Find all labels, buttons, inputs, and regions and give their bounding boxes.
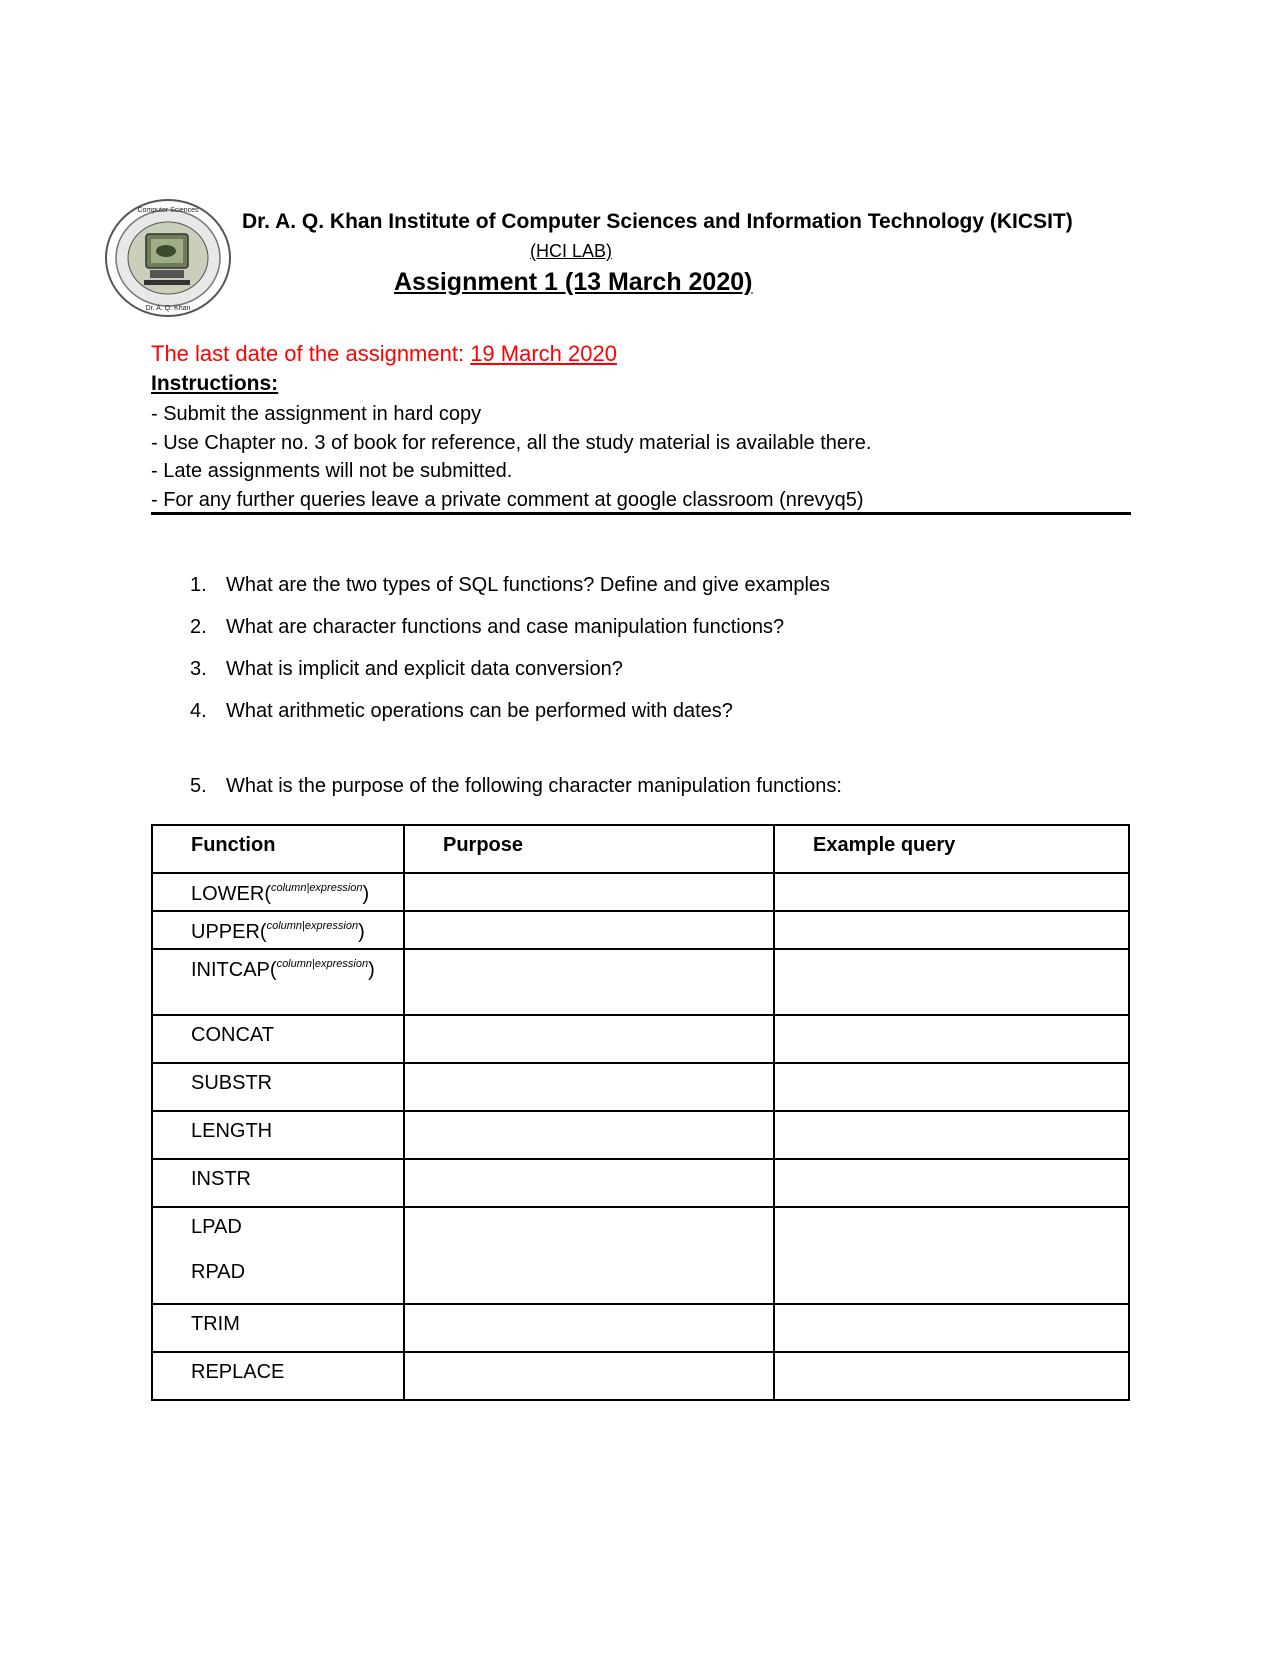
deadline-date: 19 March 2020 (470, 341, 617, 366)
function-cell: SUBSTR (152, 1063, 404, 1111)
instruction-item: - Use Chapter no. 3 of book for reference, all the study material is available there. (151, 431, 872, 454)
example-cell (774, 1159, 1129, 1207)
function-cell: TRIM (152, 1304, 404, 1352)
purpose-cell (404, 949, 774, 1015)
example-cell (774, 873, 1129, 911)
deadline-label: The last date of the assignment: (151, 341, 471, 366)
purpose-cell (404, 1063, 774, 1111)
function-cell: UPPER($^{column|expression}$) (152, 911, 404, 949)
instruction-item: - Late assignments will not be submitted. (151, 460, 513, 482)
table-row (152, 1352, 1129, 1400)
svg-text:Computer Sciences: Computer Sciences (137, 207, 199, 214)
question-text: What is the purpose of the following character manipulation functions: (226, 775, 842, 797)
table-row (152, 1304, 1129, 1352)
question-text: What are the two types of SQL functions? Define and give examples (226, 574, 831, 596)
instruction-item: - Submit the assignment in hard copy (151, 403, 482, 425)
question-item (190, 658, 623, 681)
instructions-heading: Instructions: (151, 372, 279, 395)
table-row (152, 1063, 1129, 1111)
question-number: 2. (190, 616, 207, 638)
purpose-cell (404, 1304, 774, 1352)
question-text: What is implicit and explicit data conversion? (226, 658, 623, 680)
example-cell (774, 1207, 1129, 1304)
purpose-cell (404, 1111, 774, 1159)
function-cell: INSTR (152, 1159, 404, 1207)
table-row (152, 1015, 1129, 1063)
instruction-item: - For any further queries leave a private comment at google classroom (nrevyq5) (151, 488, 864, 511)
header-purpose: Purpose (404, 825, 774, 873)
purpose-cell (404, 1352, 774, 1400)
example-cell (774, 1063, 1129, 1111)
lab-subtitle: (HCI LAB) (530, 241, 613, 261)
table-row (152, 1159, 1129, 1207)
function-cell: INITCAP($^{column|expression}$) (152, 949, 404, 1015)
deadline-line (151, 341, 617, 367)
table-row (152, 911, 1129, 949)
question-item (190, 574, 830, 597)
question-number: 1. (190, 574, 207, 596)
instructions-list (151, 400, 871, 514)
purpose-cell (404, 873, 774, 911)
question-number: 4. (190, 700, 207, 722)
function-cell: LOWER($^{column|expression}$) (152, 873, 404, 911)
function-cell: LENGTH (152, 1111, 404, 1159)
question-item (190, 700, 733, 723)
function-cell: CONCAT (152, 1015, 404, 1063)
example-cell (774, 1352, 1129, 1400)
institute-title: Dr. A. Q. Khan Institute of Computer Sciences and Information Technology (KICSIT) (242, 210, 1073, 233)
functions-table (151, 824, 1130, 1401)
table-header-row (152, 825, 1129, 873)
header-example-query: Example query (774, 825, 1129, 873)
purpose-cell (404, 1207, 774, 1304)
question-item (190, 616, 784, 639)
header-function: Function (152, 825, 404, 873)
table-row (152, 1111, 1129, 1159)
example-cell (774, 1304, 1129, 1352)
table-row (152, 873, 1129, 911)
example-cell (774, 1015, 1129, 1063)
purpose-cell (404, 911, 774, 949)
example-cell (774, 911, 1129, 949)
purpose-cell (404, 1159, 774, 1207)
question-text: What arithmetic operations can be performed with dates? (226, 700, 733, 722)
function-cell: LPAD RPAD (152, 1207, 404, 1304)
question-number: 5. (190, 775, 207, 797)
example-cell (774, 1111, 1129, 1159)
institute-logo (104, 198, 232, 318)
question-item (190, 775, 842, 798)
function-cell: REPLACE (152, 1352, 404, 1400)
svg-text:Dr. A. Q. Khan: Dr. A. Q. Khan (145, 305, 191, 312)
example-cell (774, 949, 1129, 1015)
table-row (152, 1207, 1129, 1304)
assignment-title: Assignment 1 (13 March 2020) (394, 268, 753, 296)
question-number: 3. (190, 658, 207, 680)
table-row (152, 949, 1129, 1015)
purpose-cell (404, 1015, 774, 1063)
question-text: What are character functions and case manipulation functions? (226, 616, 785, 638)
divider-rule (151, 512, 1131, 515)
